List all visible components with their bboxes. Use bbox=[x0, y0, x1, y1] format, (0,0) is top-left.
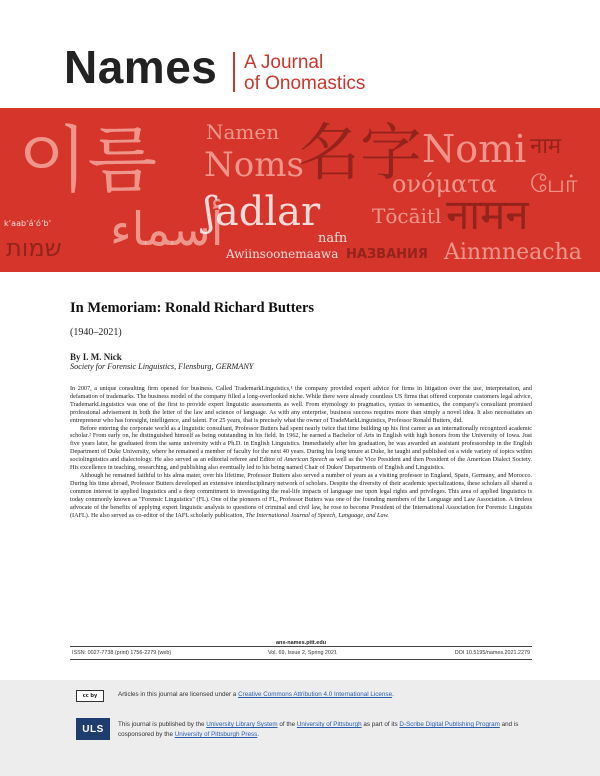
cc-license-link[interactable]: Creative Commons Attribution 4.0 International License bbox=[238, 691, 393, 698]
volume-info: Vol. 69, Issue 2, Spring 2021 bbox=[268, 650, 337, 656]
pitt-press-link[interactable]: University of Pittsburgh Press bbox=[174, 731, 258, 738]
article-body bbox=[70, 300, 532, 519]
journal-subtitle bbox=[244, 52, 365, 94]
banner-word: Awiinsoonemaawa bbox=[226, 247, 339, 261]
dscribe-link[interactable]: D-Scribe Digital Publishing Program bbox=[399, 721, 500, 728]
article-years: (1940–2021) bbox=[70, 327, 122, 338]
license-footer bbox=[0, 680, 600, 776]
paragraph-text: Before entering the corporate world as a linguistic consultant, Professor Butters had spent nearly twice that time building up his first career as an internationally recognized academic scholar.² From early on, he distinguished himself as being outstanding in his field. In 1962, he earned a Bachelor of Arts in English with high honors from the University of Iowa. Just five years later, he graduated from the same university with a Ph.D. in English Linguistics. Immediately after his graduation, he was awarded an assistant professorship in the English Department of Duke University, where he remained a member of faculty for the next 40 years. During his long tenure at Duke, he taught and published on a wide variety of topics within sociolinguistics and dialectology. He also served as an editorial referee and Editor of bbox=[70, 424, 532, 464]
journal-website: ans-names.pitt.edu bbox=[275, 640, 327, 646]
issn: ISSN: 0027-7738 (print) 1756-2279 (web) bbox=[72, 650, 172, 656]
paragraph bbox=[70, 425, 532, 472]
banner-word: ονόματα bbox=[392, 170, 497, 198]
paragraph-text: as well as the Vice President and then President of the American Dialect Society. His excellence in teaching, researching, and publishing also eventually led to his being named Chair of Dukes' Departments of English and Linguistics. bbox=[70, 456, 532, 472]
banner-word: ʃadlar bbox=[204, 189, 321, 235]
doi: DOI 10.5195/names.2021.2279 bbox=[454, 650, 530, 656]
journal-citation: The International Journal of Speech, Language, and Law. bbox=[245, 511, 389, 519]
banner-word: 이름 bbox=[18, 118, 158, 202]
cc-by-icon[interactable]: cc by bbox=[76, 690, 104, 702]
uls-logo[interactable]: ULS bbox=[76, 718, 110, 740]
names-banner bbox=[0, 108, 600, 272]
banner-word: Tōcāitl bbox=[372, 204, 442, 228]
journal-subtitle-line1: A Journal bbox=[244, 52, 324, 73]
banner-word: kʼaabʼáʼóʼbʼ bbox=[4, 219, 52, 228]
banner-word: Noms bbox=[204, 145, 304, 185]
uls-link[interactable]: University Library System bbox=[206, 721, 278, 728]
license-text: Articles in this journal are licensed under a Creative Commons Attribution 4.0 International License. bbox=[118, 691, 394, 698]
journal-subtitle-line2: of Onomastics bbox=[244, 73, 366, 94]
banner-word: नामन bbox=[446, 190, 529, 239]
author-affiliation: Society for Forensic Linguistics, Flensburg, GERMANY bbox=[70, 362, 254, 371]
journal-name: Names bbox=[64, 41, 218, 93]
pitt-link[interactable]: University of Pittsburgh bbox=[296, 721, 362, 728]
divider bbox=[70, 646, 532, 647]
banner-word: Namen bbox=[206, 120, 280, 144]
journal-citation: American Speech bbox=[284, 456, 328, 464]
paragraph: In 2007, a unique consulting firm opened for business. Called TrademarkLinguistics,¹ the company provided expert advice for firms in litigation over the use, interpretation, and defamation of trademarks. The business model of the company filled a long-overlooked niche. While there were already countless US firms that offered corporate customers legal advice, TrademarkLinguistics was one of the first to provide expert linguistic assessments as well. From etymology to pragmatics, syntax to semantics, the company's consultant promised professional advisement in both the letter of the law and science of language. As with any enterprise, business success requires more than simply a novel idea. It also necessitates an entrepreneur who has foresight, intelligence, and talent. For 25 years, that is precisely what the owner of TradeMarkLinguistics, Professor Ronald Butters, did. bbox=[70, 385, 532, 424]
banner-word: 名字 bbox=[298, 116, 423, 189]
banner-word: नाम bbox=[530, 134, 562, 159]
banner-word: nafn bbox=[318, 231, 348, 246]
banner-word: НАЗВАНИЯ bbox=[346, 247, 428, 262]
journal-header bbox=[0, 0, 600, 108]
banner-word: שמות bbox=[6, 234, 62, 262]
divider bbox=[70, 659, 532, 660]
publisher-text: This journal is published by the University Library System of the University of Pittsburgh as part of its D-Scribe Digital Publishing Program and is cosponsored by the University of Pittsburgh Press. bbox=[118, 721, 519, 738]
paragraph-text: Although he remained faithful to his alma mater, over his lifetime, Professor Butters also served a number of years as a visiting professor in England, Spain, Germany, and Morocco. During his time abroad, Professor Butters developed an extensive interdisciplinary network of scholars. Despite the diversity of their academic specializations, these scholars all shared a common interest in applied linguistics and a deep commitment to investigating the real-life impacts of language use upon legal rights and privileges. This area of applied linguistics is today commonly known as "Forensic Linguistics" (FL). One of the pioneers of FL, Professor Butters was one of the founding members of the Language and Law Association. A tireless advocate of the benefits of applying expert linguistic analysis to questions of criminal and civil law, he rose to become President of the International Association for Forensic Linguists (IAFL). He also served as co-editor of the IAFL scholarly publication, bbox=[70, 471, 532, 519]
brand-divider bbox=[233, 52, 235, 92]
article-author: By I. M. Nick bbox=[70, 352, 122, 362]
banner-word: Nomi bbox=[422, 127, 527, 171]
banner-word: பேர் bbox=[530, 170, 578, 198]
article-title: In Memoriam: Ronald Richard Butters bbox=[70, 300, 315, 316]
banner-word: أسماء bbox=[110, 202, 224, 256]
banner-word: Ainmneacha bbox=[444, 240, 582, 265]
paragraph bbox=[70, 472, 532, 519]
